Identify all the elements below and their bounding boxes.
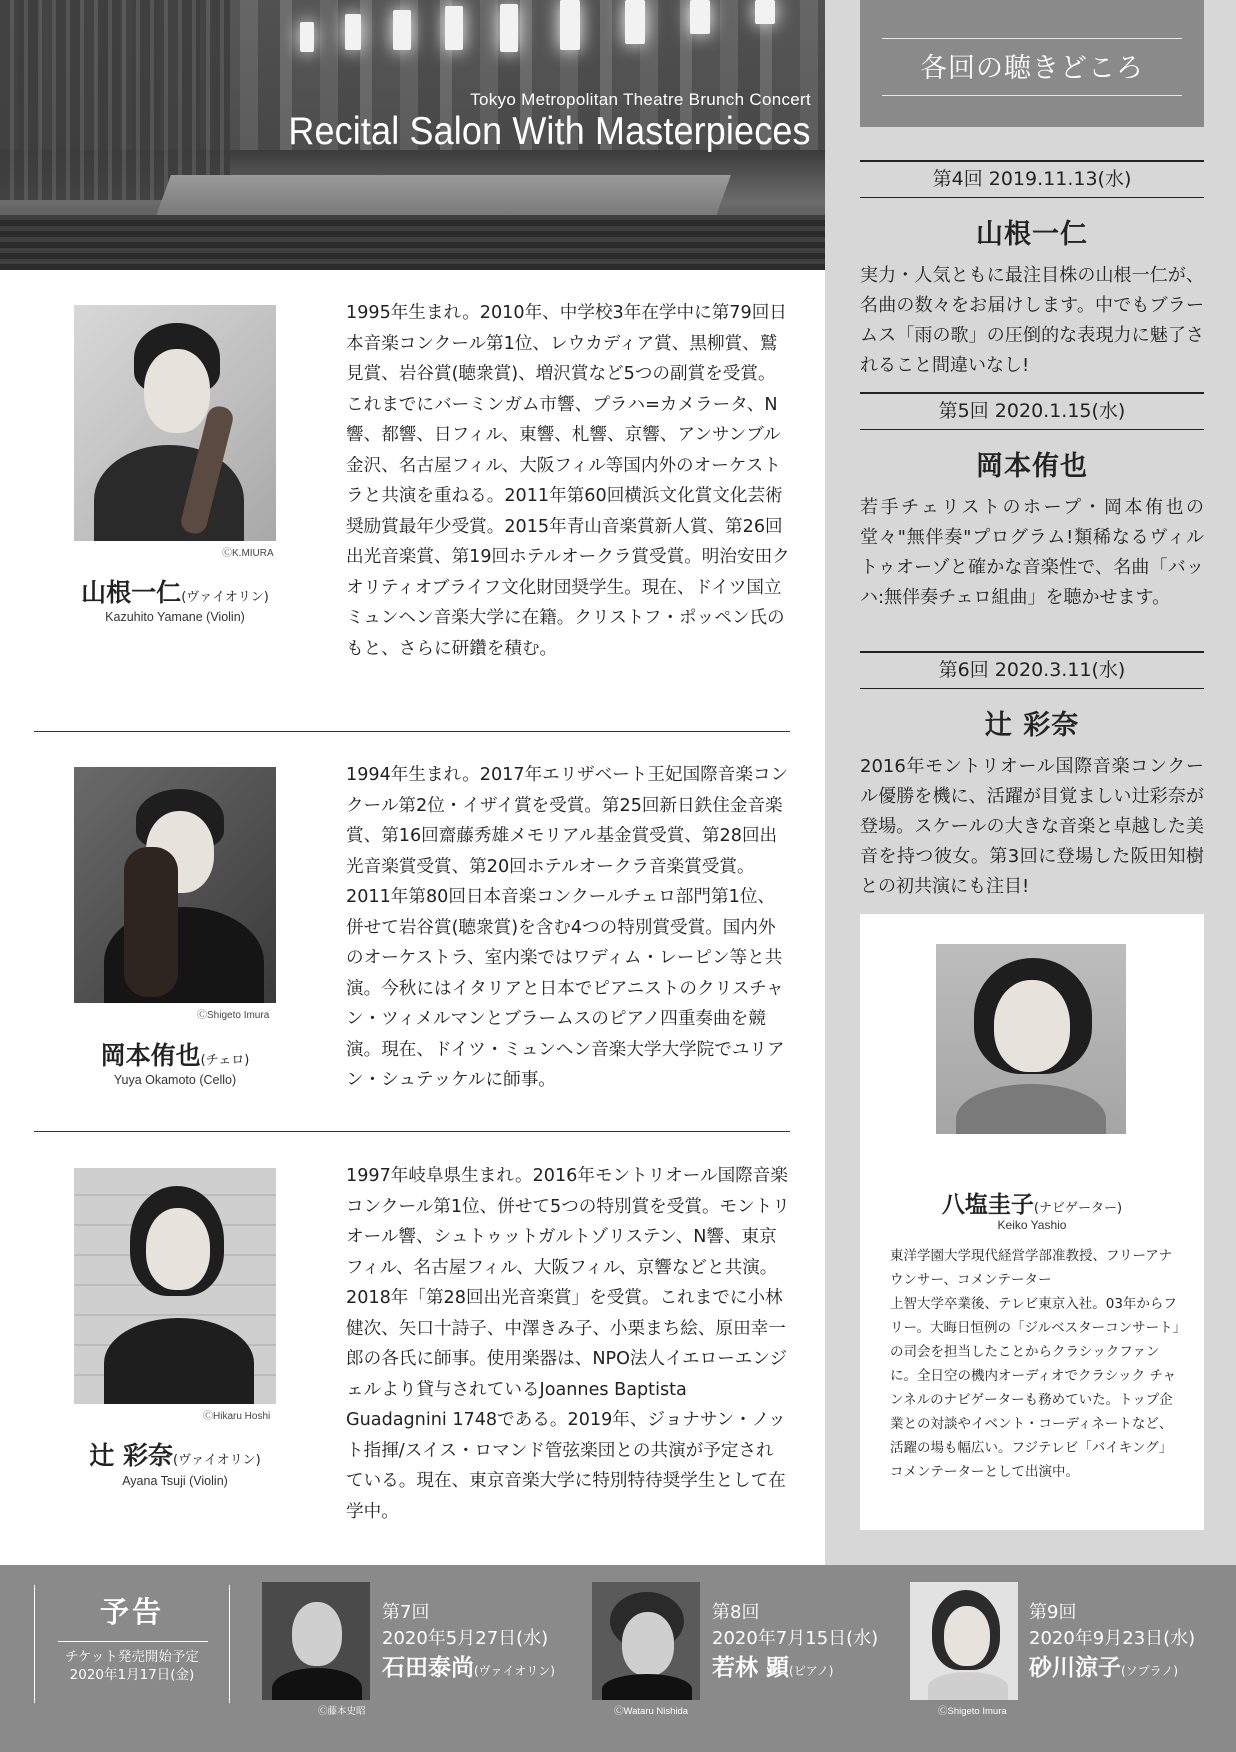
ceiling-light	[625, 0, 645, 44]
upcoming-photo	[910, 1582, 1018, 1700]
artist-name-text: 山根一仁	[81, 578, 182, 607]
upcoming-date: 2020年7月15日(水)	[712, 1628, 879, 1649]
ceiling-light	[445, 6, 463, 50]
artist-roman: Ayana Tsuji (Violin)	[122, 1474, 228, 1488]
artist-bio	[346, 298, 790, 664]
artist-bio	[346, 1161, 790, 1527]
divider	[58, 1641, 208, 1642]
upcoming-round: 第8回	[712, 1602, 760, 1623]
ceiling-light	[755, 0, 775, 24]
artist-photo-okamoto	[74, 767, 276, 1003]
photo-credit: ⒸK.MIURA	[222, 548, 274, 559]
upcoming-name	[382, 1649, 555, 1682]
navigator-role: (ナビゲーター)	[1033, 1201, 1123, 1216]
upcoming-name	[712, 1649, 833, 1682]
torso	[956, 1084, 1106, 1134]
face	[144, 349, 210, 433]
face	[622, 1612, 674, 1676]
photo-credit: Ⓒ藤本史昭	[318, 1706, 366, 1717]
photo-credit: ⒸWataru Nishida	[614, 1706, 689, 1717]
torso	[928, 1672, 1008, 1700]
artist-instrument: (ヴァイオリン)	[173, 1453, 261, 1468]
highlight-date: 第6回 2020.3.11(水)	[860, 651, 1204, 689]
notice-line: 2020年1月17日(金)	[69, 1667, 195, 1683]
upcoming-name-text: 若林 顕	[712, 1655, 790, 1681]
notice-title: 予告	[99, 1595, 164, 1629]
face	[146, 1208, 210, 1290]
artist-roman: Yuya Okamoto (Cello)	[113, 1073, 237, 1087]
photo-credit: ⒸShigeto Imura	[197, 1010, 270, 1021]
bio-paragraph: 1997年岐阜県生まれ。2016年モントリオール国際音楽コンクール第1位、併せて5つの特別賞を受賞。モントリオール響、シュトゥットガルトゾリステン、N響、東京フィル、名古屋フィル、大阪フィル、京響などと共演。2018年「第28回出光音楽賞」を受賞。これまでに小林健次、矢口十詩子、中澤きみ子、小栗まち絵、原田幸一郎の各氏に師事。使用楽器は、NPO法人イエローエンジェルより貸与されているJoannes Baptista Guadagnini 1748である。2019年、ジョナサン・ノット指揮/スイス・ロマンド管弦楽団との共演が予定されている。現在、東京音楽大学に特別特待奨学生として在学中。	[346, 1166, 790, 1522]
artist-instrument: (チェロ)	[200, 1053, 250, 1068]
face	[994, 980, 1070, 1072]
upcoming-name-text: 砂川涼子	[1029, 1655, 1121, 1681]
artist-roman: Kazuhito Yamane (Violin)	[105, 610, 245, 624]
highlight-name: 岡本侑也	[976, 451, 1088, 482]
banner-title: Recital Salon With Masterpieces	[288, 110, 811, 153]
ceiling-light	[560, 0, 580, 50]
upcoming-date: 2020年9月23日(水)	[1029, 1628, 1196, 1649]
upcoming-footer	[0, 1565, 1236, 1752]
artist-name	[74, 573, 276, 609]
pipe-organ	[0, 0, 230, 200]
notice-line: チケット発売開始予定	[65, 1649, 199, 1665]
upcoming-instrument: (ヴァイオリン)	[474, 1664, 555, 1678]
highlight-date: 第5回 2020.1.15(水)	[860, 392, 1204, 430]
navigator-name-text: 八塩圭子	[941, 1192, 1034, 1218]
highlights-header	[860, 0, 1204, 127]
highlight-name: 辻 彩奈	[984, 710, 1080, 741]
cello	[124, 847, 178, 997]
torso	[104, 1318, 254, 1404]
highlight-date: 第4回 2019.11.13(水)	[860, 160, 1204, 198]
navigator-name	[860, 1186, 1204, 1219]
ceiling-light	[690, 0, 710, 34]
divider	[882, 38, 1182, 39]
section-divider	[34, 1131, 790, 1132]
highlight-text: 2016年モントリオール国際音楽コンクール優勝を機に、活躍が目覚ましい辻彩奈が登場。スケールの大きな音楽と卓越した美音を持つ彼女。第3回に登場した阪田知樹との初共演にも注目!	[860, 756, 1204, 897]
artist-name	[74, 1436, 276, 1472]
upcoming-date: 2020年5月27日(水)	[382, 1628, 549, 1649]
photo-credit: ⒸShigeto Imura	[938, 1706, 1007, 1717]
audience-seats	[0, 215, 825, 270]
artist-name-text: 辻 彩奈	[89, 1441, 174, 1470]
highlight-item	[860, 651, 1204, 902]
photo-credit: ⒸHikaru Hoshi	[203, 1411, 271, 1422]
upcoming-photo	[262, 1582, 370, 1700]
upcoming-round: 第7回	[382, 1602, 430, 1623]
artist-photo-tsuji	[74, 1168, 276, 1404]
ceiling-light	[500, 4, 518, 52]
upcoming-name	[1029, 1649, 1178, 1682]
notice-text	[34, 1648, 230, 1684]
torso	[272, 1668, 362, 1700]
face	[944, 1606, 990, 1666]
navigator-bio-paragraph: 上智大学卒業後、テレビ東京入社。03年からフリー。大晦日恒例の「ジルベスターコンサート」の司会を担当したことからクラシックファンに。全日空の機内オーディオでクラシック チャンネルのナビゲーターも務めていた。トップ企業との対談やイベント・コーディネートなど、活躍の場も幅広い。フジテレビ「バイキング」コメンテーターとして出演中。	[890, 1296, 1180, 1480]
upcoming-name-text: 石田泰尚	[382, 1655, 474, 1681]
bio-paragraph: 1994年生まれ。2017年エリザベート王妃国際音楽コンクール第2位・イザイ賞を受賞。第25回新日鉄住金音楽賞、第16回齋藤秀雄メモリアル基金賞受賞、第28回出光音楽賞受賞、第20回ホテルオークラ音楽賞受賞。2011年第80回日本音楽コンクールチェロ部門第1位、併せて岩谷賞(聴衆賞)を含む4つの特別賞受賞。国内外のオーケストラ、室内楽ではワディム・レーピン等と共演。今秋にはイタリアと日本でピアニストのクリスチャン・ツィメルマンとブラームスのピアノ四重奏曲を競演。現在、ドイツ・ミュンヘン音楽大学大学院でユリアン・シュテッケルに師事。	[346, 765, 789, 1090]
artist-bio	[346, 760, 790, 1096]
face	[292, 1602, 342, 1666]
divider	[882, 95, 1182, 96]
highlight-name: 山根一仁	[976, 219, 1088, 250]
bio-paragraph: これまでにバーミンガム市響、プラハ=カメラータ、N響、都響、日フィル、東響、札響、京響、アンサンブル金沢、名古屋フィル、大阪フィル等国内外のオーケストラと共演を重ねる。2011年第60回横浜文化賞文化芸術奨励賞最年少受賞。2015年青山音楽賞新人賞、第26回出光音楽賞、第19回ホテルオークラ賞受賞。明治安田クオリティオブライフ文化財団奨学生。現在、ドイツ国立ミュンヘン音楽大学に在籍。クリストフ・ポッペン氏のもと、さらに研鑽を積む。	[346, 394, 790, 659]
divider	[229, 1585, 230, 1703]
bio-paragraph: 1995年生まれ。2010年、中学校3年在学中に第79回日本音楽コンクール第1位、レウカディア賞、黒柳賞、鷲見賞、岩谷賞(聴衆賞)、増沢賞など5つの副賞を受賞。	[346, 303, 787, 384]
upcoming-photo	[592, 1582, 700, 1700]
highlight-text: 実力・人気ともに最注目株の山根一仁が、名曲の数々をお届けします。中でもブラームス「雨の歌」の圧倒的な表現力に魅了されること間違いなし!	[860, 265, 1204, 376]
header-banner	[0, 0, 825, 270]
artist-photo-yamane	[74, 305, 276, 541]
artist-name-text: 岡本侑也	[100, 1041, 201, 1070]
banner-subtitle: Tokyo Metropolitan Theatre Brunch Concert	[470, 90, 811, 109]
navigator-roman: Keiko Yashio	[997, 1218, 1067, 1232]
ceiling-light	[393, 10, 411, 50]
navigator-bio	[890, 1244, 1184, 1484]
highlights-title: 各回の聴きどころ	[920, 53, 1144, 84]
ceiling-light	[345, 14, 361, 50]
upcoming-round: 第9回	[1029, 1602, 1077, 1623]
upcoming-instrument: (ソプラノ)	[1121, 1664, 1179, 1678]
ceiling-light	[300, 22, 314, 52]
artist-instrument: (ヴァイオリン)	[181, 590, 269, 605]
section-divider	[34, 731, 790, 732]
highlight-text: 若手チェリストのホープ・岡本侑也の堂々"無伴奏"プログラム!類稀なるヴィルトゥオーゾと確かな音楽性で、名曲「バッハ:無伴奏チェロ組曲」を聴かせます。	[860, 497, 1204, 608]
torso	[602, 1674, 692, 1700]
upcoming-instrument: (ピアノ)	[789, 1664, 834, 1678]
navigator-card	[860, 914, 1204, 1530]
highlight-item	[860, 392, 1204, 613]
navigator-photo	[936, 944, 1126, 1134]
navigator-bio-paragraph: 東洋学園大学現代経営学部准教授、フリーアナウンサー、コメンテーター	[890, 1248, 1173, 1288]
highlight-item	[860, 160, 1204, 381]
artist-name	[74, 1036, 276, 1072]
